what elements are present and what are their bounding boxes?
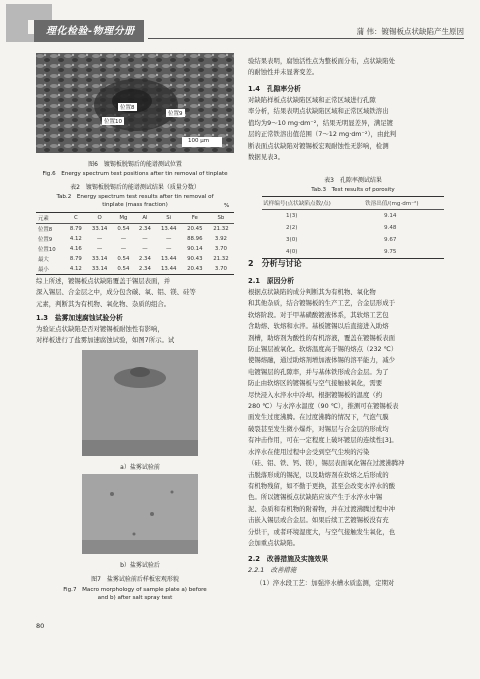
- table-row: [262, 246, 444, 258]
- scale-bar-label: 100 μm: [188, 138, 210, 144]
- fig6-caption-cn: 图6 镀锡板脱锡后的能谱测试位置: [88, 161, 182, 168]
- section-2-1-heading: 2.1 原因分析: [248, 277, 295, 285]
- fig7b-photo: [82, 474, 198, 554]
- text-line: 色。所以镀锡板点状缺陷应该产生于水淬水中锡: [248, 493, 383, 502]
- table-header: Fe: [191, 215, 198, 221]
- fig6-micrograph: [36, 53, 234, 153]
- text-line: 剂槽，助熔剂为酸性的有机溶液，覆盖在镀锡板表面: [248, 333, 395, 342]
- table-cell: 13.44: [161, 226, 177, 232]
- text-line: 面发生过度沸腾。在过度沸腾的情况下，气泡气膜: [248, 413, 389, 422]
- table-cell: 21.32: [213, 256, 229, 262]
- text-line: 280 ℃）与水淬水温度（90 ℃），推测可在镀锡板表: [248, 402, 399, 411]
- table-cell: 33.14: [91, 266, 108, 272]
- left-para-2: [36, 324, 236, 347]
- text-line: 尽快浸入水淬水中冷却。根据镀锡板的温度（约: [248, 390, 383, 399]
- section-1-3-heading: 1.3 盐雾加速腐蚀试验分析: [36, 314, 123, 322]
- table-cell: 位置8: [38, 227, 53, 233]
- text-line: 元素，判断其为有机物、氧化物、杂质的组合。: [36, 299, 171, 308]
- text-line: 深入锡层、合金层之中，成分包含碳、氧、铝、镁、硅等: [36, 288, 196, 297]
- text-line: 防止锡层被氧化。软熔温度高于锡的熔点（232 ℃）: [248, 345, 398, 354]
- table-row: [262, 222, 444, 234]
- right-para-top: [248, 56, 458, 79]
- table-cell: 3.92: [214, 236, 227, 242]
- table-header: Sb: [217, 215, 225, 221]
- sample-before-image: [82, 350, 198, 456]
- text-line: 泥、杂质和有机物的附着物，并在过渡沸腾过程中冲: [248, 504, 395, 513]
- table-row: [262, 210, 444, 223]
- table-cell: 33.14: [91, 256, 108, 262]
- table-cell: 90.43: [187, 256, 203, 262]
- fig7a-photo: [82, 350, 198, 456]
- right-para-21: [248, 287, 458, 549]
- table-row: [36, 254, 234, 264]
- text-line: 击嵌入锡层或合金层。如果后续工艺镀锡板没有充: [248, 516, 389, 525]
- table-row: [36, 244, 234, 254]
- fig7a-label: a）盐雾试验前: [120, 464, 160, 471]
- table-cell: 9.14: [384, 213, 397, 219]
- table-cell: —: [96, 236, 103, 242]
- table-cell: 2.34: [138, 266, 151, 272]
- text-line: 击脱落形成的锡泥，以及助熔剂在软熔之后形成的: [248, 470, 389, 479]
- table-cell: 最小: [38, 267, 49, 273]
- text-line: 综上所述，镀锡板点状缺陷覆盖于锡层表面，并: [36, 277, 171, 285]
- table-cell: 4.12: [69, 266, 82, 272]
- text-line: 水淬水在使用过程中会受到空气尘埃的污染: [248, 447, 370, 456]
- section-2-2-heading: 2.2 改善措施及实施效果: [248, 555, 329, 563]
- fig6-label-pos10: 位置10: [104, 119, 122, 125]
- text-line: 值均为9～10 mg·dm⁻²，结果无明显差异，满足镀: [248, 118, 394, 127]
- table-cell: 1(3): [286, 213, 298, 219]
- text-line: 有机物残留，如不勤于更换，甚至会改变水淬水的酸: [248, 481, 395, 490]
- table-cell: —: [120, 236, 127, 242]
- table-cell: 20.45: [187, 226, 203, 232]
- table-cell: 2.34: [138, 256, 151, 262]
- fig7-caption-en-2: and b) after salt spray test: [97, 595, 173, 601]
- table-cell: —: [120, 246, 127, 252]
- text-line: 对样板进行了盐雾加速腐蚀试验，如图7所示。试: [36, 336, 175, 345]
- table-cell: 88.96: [187, 236, 203, 242]
- section-1-4-heading: 1.4 孔隙率分析: [248, 85, 301, 93]
- table-cell: 8.79: [69, 256, 82, 262]
- table-row: [36, 224, 234, 235]
- fig7-caption-cn: 图7 盐雾试验前后样板宏观形貌: [91, 576, 179, 583]
- page-number: 80: [36, 622, 45, 630]
- tab2-caption-cn: 表2 镀锡板脱锡后的能谱测试结果（质量分数）: [70, 184, 200, 191]
- table-cell: 8.79: [69, 226, 82, 232]
- text-line: 的耐蚀性并未显著变差。: [248, 68, 319, 77]
- table-cell: —: [96, 246, 103, 252]
- page-header: [0, 0, 480, 52]
- text-line: 软熔阶段。对于甲基磺酸镀液体系，其软熔工艺包: [248, 310, 389, 319]
- table-header: 铁溶出值/(mg·dm⁻²): [365, 201, 419, 207]
- table-header: C: [73, 215, 78, 221]
- tab2-caption-en-2: tinplate (mass fraction): [102, 202, 168, 208]
- text-line: 验结果表明，腐蚀活性点为整板面分布，点状缺陷处: [248, 57, 395, 65]
- table-cell: 33.14: [91, 226, 108, 232]
- table-row: [36, 234, 234, 244]
- table-cell: 3.70: [214, 266, 227, 272]
- table-cell: 4.16: [69, 246, 82, 252]
- text-line: 数据见表3。: [248, 153, 285, 162]
- table-row: [36, 264, 234, 274]
- table-cell: —: [166, 246, 172, 252]
- table-cell: 0.54: [117, 256, 130, 262]
- text-line: 断表面点状缺陷对镀锡板宏观耐蚀性无影响，检测: [248, 141, 389, 150]
- table-header: 试样编号(点状缺陷点数/点): [263, 201, 331, 207]
- text-line: 率分析，结果表明点状缺陷区域和正常区域铁溶出: [248, 107, 389, 116]
- fig6-label-pos8: 位置8: [120, 105, 135, 111]
- table-cell: 21.32: [213, 226, 229, 232]
- table-header: Si: [166, 215, 172, 221]
- table-cell: 位置10: [38, 247, 56, 253]
- table-cell: —: [166, 236, 172, 242]
- fig7-caption-en-1: Fig.7 Macro morphology of sample plate a) before: [63, 587, 207, 593]
- tab2-unit: %: [224, 203, 230, 209]
- text-line: （硅、铝、铁、钙、镁），锡层表面氧化锡在过渡沸腾冲: [248, 459, 405, 468]
- table-cell: 13.44: [161, 266, 177, 272]
- table-cell: 4(0): [286, 249, 298, 255]
- journal-title: 理化检验-物理分册: [46, 26, 135, 37]
- table-cell: 9.67: [384, 237, 397, 243]
- tab3-table: [262, 197, 444, 258]
- text-line: 防止由软熔区的镀锡板与空气接触被氧化，需要: [248, 379, 383, 388]
- table-cell: 4.12: [69, 236, 82, 242]
- sample-after-image: [82, 474, 198, 554]
- text-line: 为验证点状缺陷是否对镀锡板耐蚀性有影响，: [36, 325, 164, 333]
- fig7b-label: b）盐雾试验后: [120, 562, 160, 569]
- table-cell: 90.14: [187, 246, 203, 252]
- table-cell: 0.54: [117, 226, 130, 232]
- table-cell: 位置9: [38, 237, 53, 243]
- tab2: [36, 212, 234, 275]
- tab2-caption-en-1: Tab.2 Energy spectrum test results after tin removal of: [56, 194, 214, 200]
- text-line: 根据点状缺陷的成分判断其为有机物、氧化物: [248, 288, 376, 296]
- table-cell: —: [142, 246, 148, 252]
- text-line: 层的正常铁溶出值范围（7～12 mg·dm⁻²），由此判: [248, 130, 397, 139]
- table-cell: —: [142, 236, 148, 242]
- fig6-label-pos9: 位置9: [168, 111, 183, 117]
- section-2-2-1-heading: 2.2.1 改善措施: [248, 566, 297, 574]
- section-2-heading: 2 分析与讨论: [248, 259, 302, 268]
- table-cell: 2(2): [286, 225, 298, 231]
- tab3-caption-en: Tab.3 Test results of porosity: [311, 187, 395, 193]
- text-line: 会加重点状缺陷。: [248, 538, 300, 547]
- table-cell: 20.43: [187, 266, 203, 272]
- tab2-table: [36, 213, 234, 274]
- tab3: [262, 196, 444, 259]
- header-rule: [148, 38, 464, 39]
- text-line: 有冲击作用，可在一定程度上破坏镀层的连续性[3]。: [248, 436, 398, 445]
- table-header: 元素: [38, 216, 49, 222]
- fig6-caption-en: Fig.6 Energy spectrum test positions after tin removal of tinplate: [42, 171, 228, 177]
- text-line: 使锡熔融，通过助熔剂增加液体锡的溶平能力，减少: [248, 356, 395, 365]
- left-para-1: [36, 276, 236, 310]
- text-line: 电镀锡层的孔隙率，并与基体铁形成合金层。为了: [248, 367, 389, 376]
- table-cell: 0.54: [117, 266, 130, 272]
- text-line: 分烘干，或者环境湿度大，与空气接触发生氧化，也: [248, 527, 395, 536]
- table-cell: 3(0): [286, 237, 298, 243]
- text-line: 破裂甚至发生微小爆炸，对锡层与合金层的形成均: [248, 424, 389, 433]
- text-line: 含助熔、软熔和水淬。基板镀锡以后直接进入助熔: [248, 322, 389, 331]
- table-cell: 最大: [38, 257, 49, 263]
- tab3-caption-cn: 表3 孔隙率测试结果: [324, 177, 382, 184]
- table-cell: 9.48: [384, 225, 397, 231]
- table-header-row: [36, 213, 234, 224]
- table-cell: 13.44: [161, 256, 177, 262]
- table-header: O: [97, 215, 102, 221]
- table-cell: 3.70: [214, 246, 227, 252]
- table-header: Mg: [119, 215, 128, 221]
- table-cell: 2.34: [138, 226, 151, 232]
- running-head: 蒲 伟：镀锡板点状缺陷产生原因: [356, 27, 464, 36]
- right-para-14: [248, 95, 458, 163]
- text-line: 和其他杂质，结合镀锡板的生产工艺，合金层形成于: [248, 299, 395, 308]
- table-row: [262, 234, 444, 246]
- table-header: Al: [142, 215, 148, 221]
- table-header-row: [262, 197, 444, 210]
- text-line: 对缺陷样板点状缺陷区域和正常区域进行孔隙: [248, 96, 376, 104]
- table-cell: 9.75: [384, 249, 397, 255]
- right-para-23: （1）淬水段工艺：加强淬水槽水质监测，定期对: [256, 579, 395, 587]
